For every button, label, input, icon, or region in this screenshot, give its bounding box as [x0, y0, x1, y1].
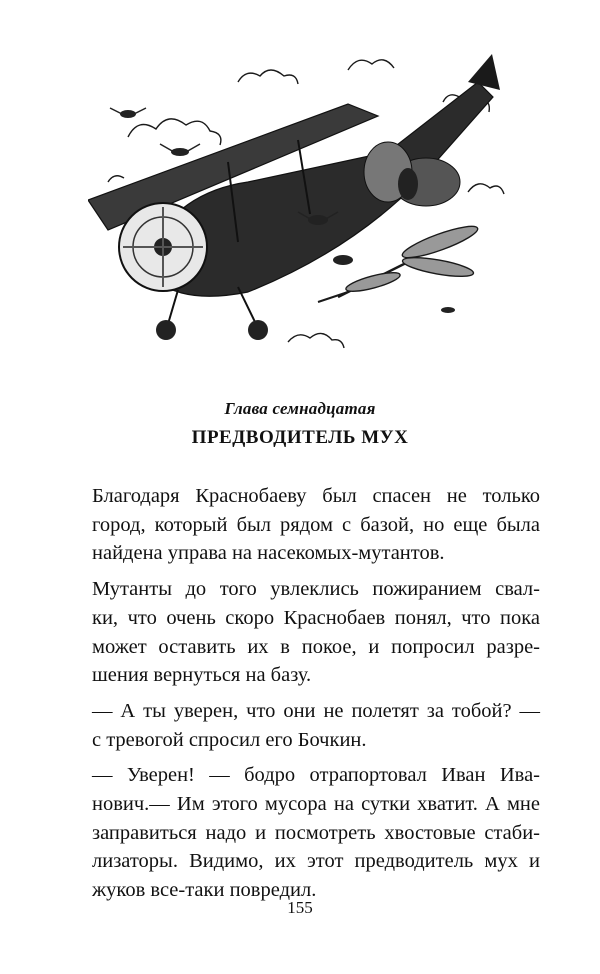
text-line: город, который был рядом с базой, но еще была [92, 513, 540, 536]
paragraph [60, 482, 540, 568]
cloud [128, 119, 221, 145]
paragraph [60, 761, 540, 905]
text-line: — Уверен! — бодро отрапортовал Иван Ива- [92, 764, 540, 787]
paragraph [60, 575, 540, 690]
body-text [60, 482, 540, 912]
text-line: найдена управа на насекомых-мутантов. [92, 542, 445, 565]
text-line: Благодаря Краснобаеву был спасен не только [92, 485, 540, 507]
cloud [238, 70, 298, 84]
text-line: шения вернуться на базу. [92, 664, 312, 687]
text-line: лизаторы. Видимо, их этот предводитель мух и [92, 850, 540, 873]
cloud [288, 333, 344, 348]
text-line: Мутанты до того увлеклись пожиранием свал- [92, 578, 540, 601]
chapter-number: Глава семнадцатая [224, 399, 376, 418]
text-line: заправиться надо и посмотреть хвостовые стаби- [92, 821, 540, 844]
cloud [348, 60, 394, 70]
chapter-illustration [88, 42, 528, 362]
text-line: нович.— Им этого мусора на сутки хватит. А мне [92, 793, 540, 816]
paragraph [60, 697, 540, 754]
cloud [468, 184, 504, 194]
text-line: ки, что очень скоро Краснобаев понял, что пока [92, 606, 540, 629]
text-line: с тревогой спросил его Бочкин. [92, 728, 367, 751]
text-line: может оставить их в покое, и попросил разре- [92, 635, 540, 658]
text-line: жуков все-таки повредил. [92, 879, 317, 902]
text-line: — А ты уверен, что они не полетят за тобой? — [92, 699, 540, 722]
page-number: 155 [287, 898, 313, 917]
chapter-title: ПРЕДВОДИТЕЛЬ МУХ [191, 427, 409, 448]
cloud [108, 176, 124, 182]
biplane-with-insects-drawing [88, 42, 528, 362]
